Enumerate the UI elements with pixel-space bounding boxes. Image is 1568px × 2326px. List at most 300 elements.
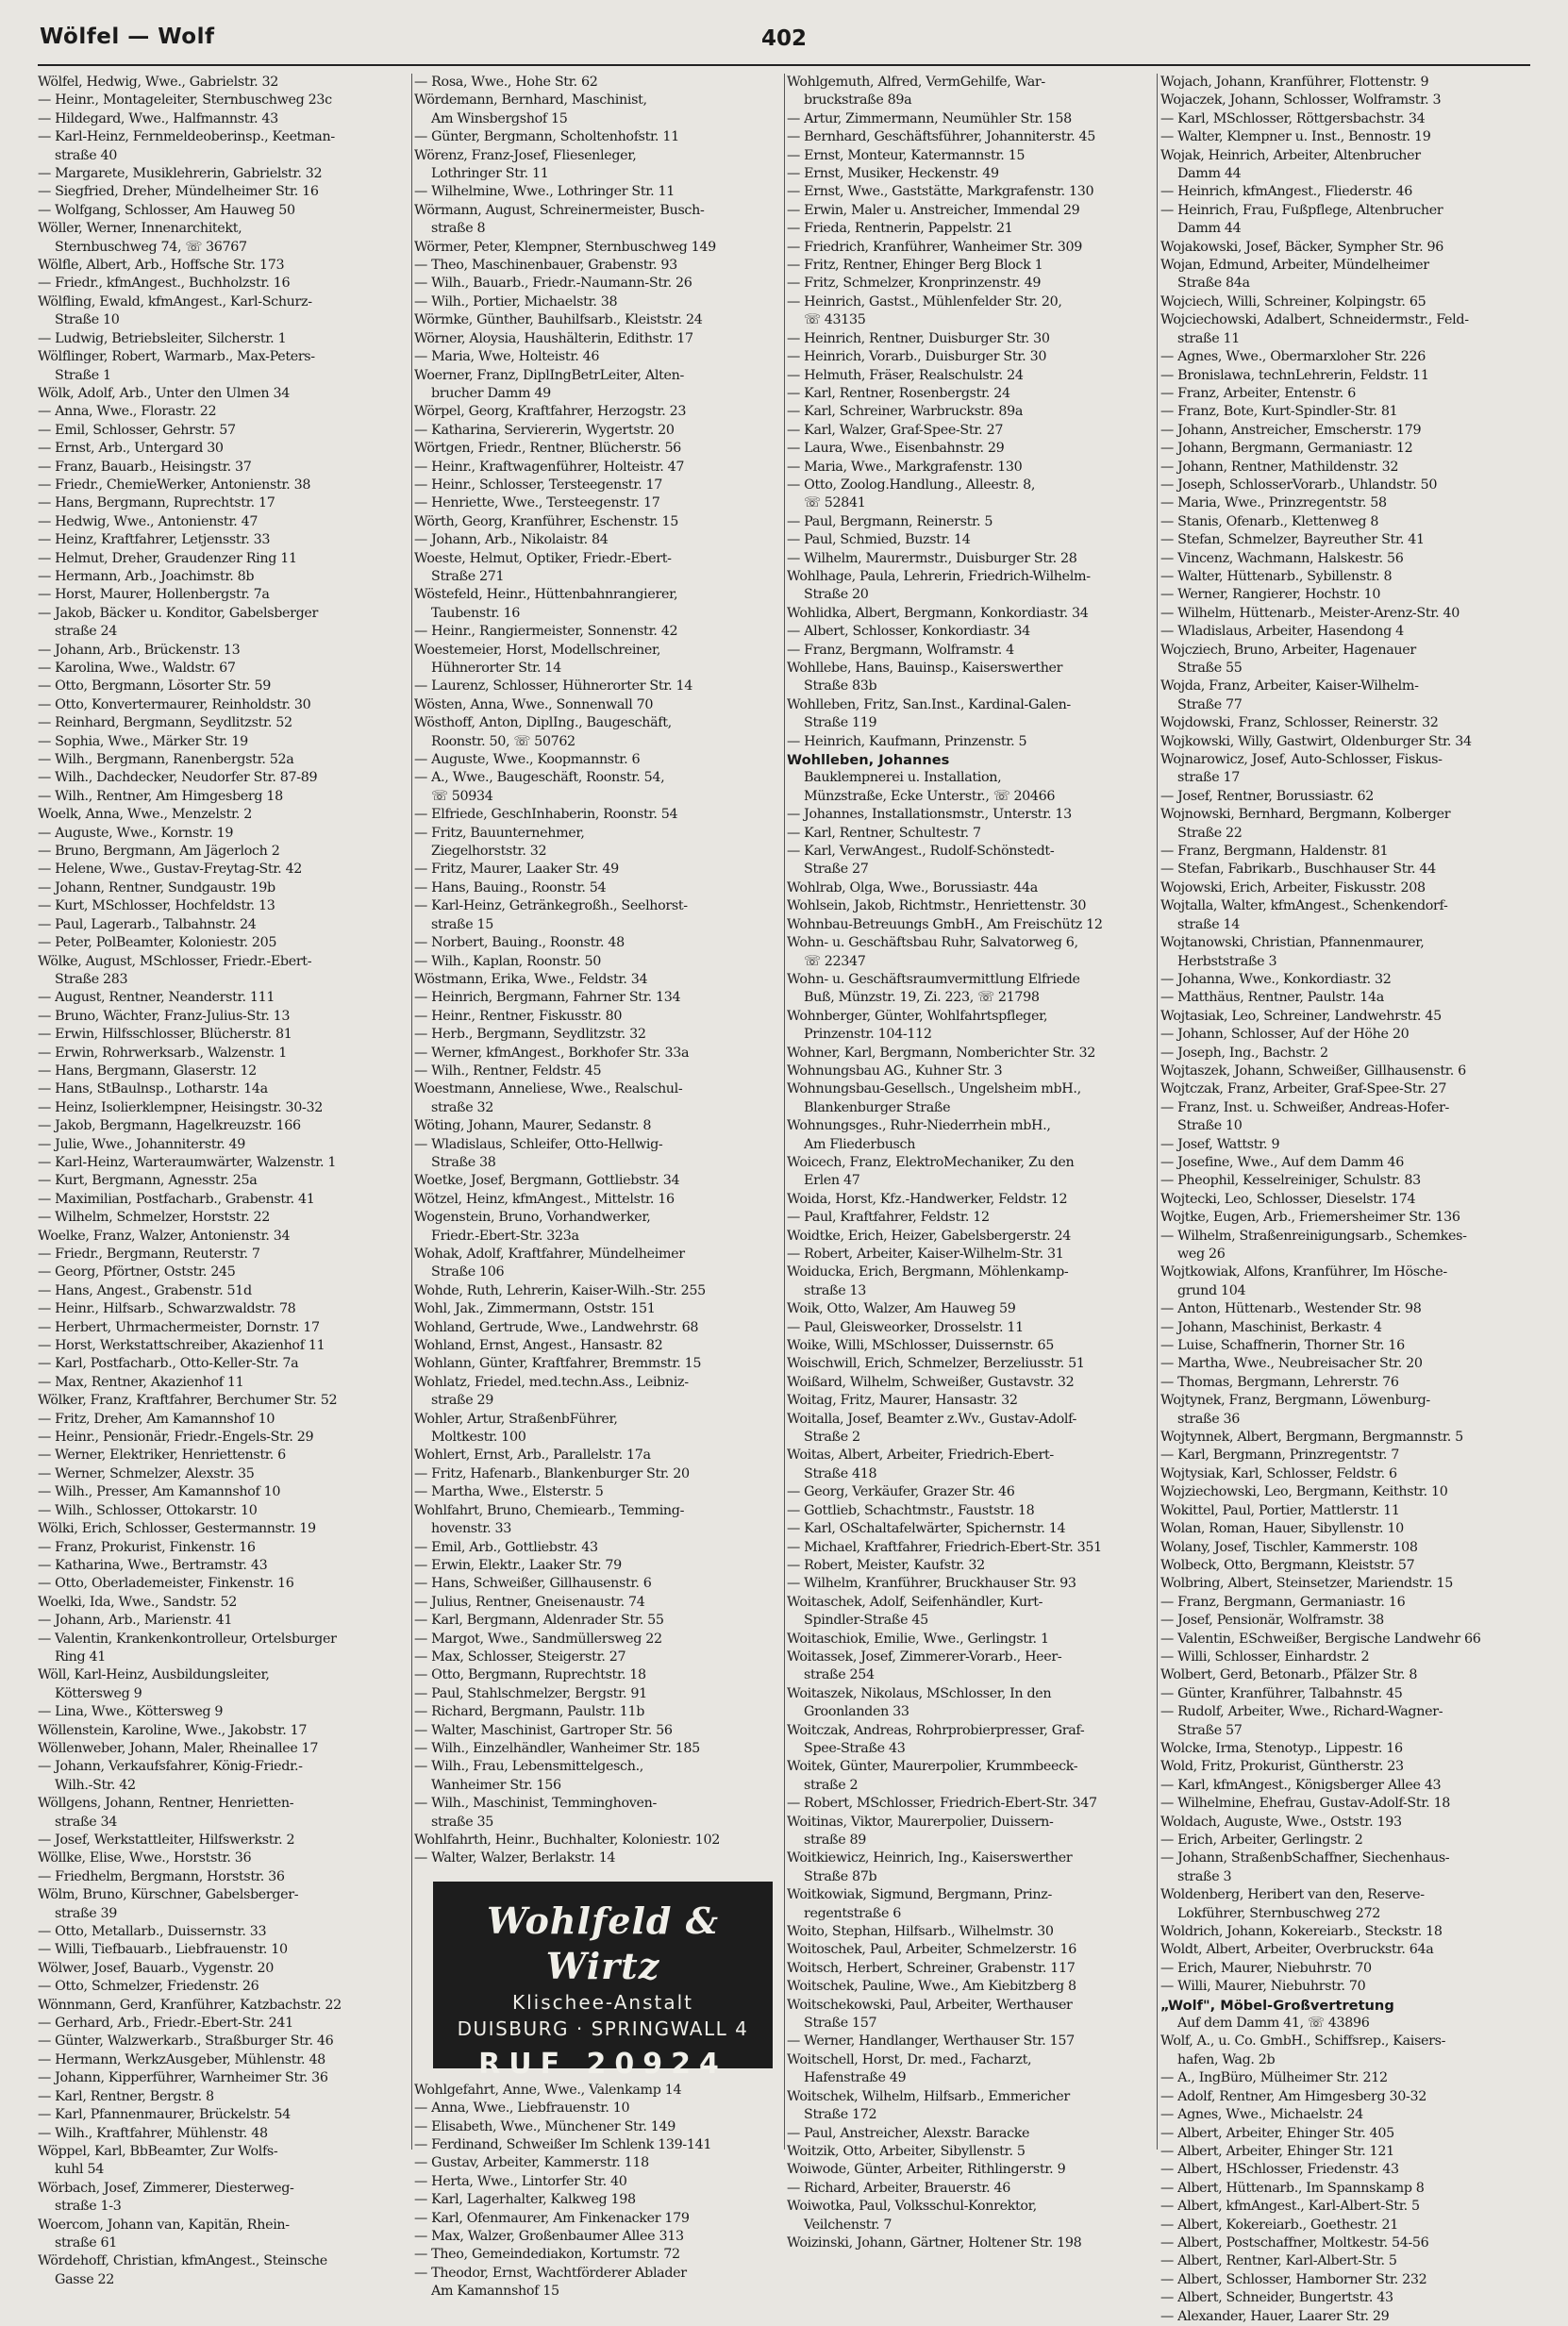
directory-entry: Wohlann, Günter, Kraftfahrer, Bremmstr. 15 [414, 1356, 702, 1372]
directory-entry: — Bruno, Wächter, Franz-Julius-Str. 13 [38, 1008, 291, 1024]
entry-continuation: ☏ 52841 [804, 495, 866, 511]
entry-continuation: straße 13 [804, 1282, 867, 1298]
directory-entry: Wojtasiak, Leo, Schreiner, Landwehrstr. 45 [1160, 1008, 1442, 1024]
column-1 [38, 74, 401, 2287]
directory-entry: — Willi, Schlosser, Einhardstr. 2 [1160, 1648, 1370, 1665]
directory-entry: — Heinr., Pensionär, Friedr.-Engels-Str. 29 [38, 1430, 314, 1446]
directory-entry: — Karl, Bergmann, Aldenrader Str. 55 [414, 1613, 664, 1629]
directory-entry: Woizinski, Johann, Gärtner, Holtener Str. 198 [787, 2234, 1082, 2251]
directory-entry: Wölfling, Ewald, kfmAngest., Karl-Schurz- [38, 293, 312, 310]
entry-continuation: kuhl 54 [55, 2162, 104, 2178]
directory-entry: — Siegfried, Dreher, Mündelheimer Str. 16 [38, 184, 319, 200]
directory-entry: — Franz, Prokurist, Finkenstr. 16 [38, 1539, 256, 1555]
directory-entry: — Albert, Rentner, Karl-Albert-Str. 5 [1160, 2253, 1397, 2269]
directory-entry: — Gerhard, Arb., Friedr.-Ebert-Str. 241 [38, 2016, 293, 2032]
entry-continuation: Straße 84a [1177, 276, 1250, 292]
directory-entry: — Erwin, Maler u. Anstreicher, Immendal 29 [787, 202, 1080, 218]
directory-entry: Wojtaszek, Johann, Schweißer, Gillhausenstr. 6 [1160, 1063, 1466, 1079]
directory-entry: Wörtgen, Friedr., Rentner, Blücherstr. 56 [414, 441, 681, 457]
directory-entry: — Ernst, Monteur, Katermannstr. 15 [787, 147, 1026, 163]
entry-continuation: Wanheimer Str. 156 [431, 1777, 561, 1793]
directory-entry: — Ludwig, Betriebsleiter, Silcherstr. 1 [38, 330, 287, 346]
directory-entry: — Wilh., Maschinist, Temminghoven- [414, 1796, 657, 1812]
directory-entry: Wojtczak, Franz, Arbeiter, Graf-Spee-Str. 27 [1160, 1081, 1447, 1097]
directory-entry: — Paul, Bergmann, Reinerstr. 5 [787, 513, 993, 529]
directory-entry: — Wilh., Schlosser, Ottokarstr. 10 [38, 1502, 258, 1518]
directory-entry: — Emil, Schlosser, Gehrstr. 57 [38, 422, 236, 438]
directory-entry: Wohnungsges., Ruhr-Niederrhein mbH., [787, 1118, 1051, 1134]
directory-entry: — Emil, Arb., Gottliebstr. 43 [414, 1539, 598, 1555]
directory-entry: — Otto, Oberlademeister, Finkenstr. 16 [38, 1576, 294, 1592]
directory-entry: Woelki, Ida, Wwe., Sandstr. 52 [38, 1594, 237, 1610]
directory-entry: — Anna, Wwe., Florastr. 22 [38, 404, 217, 420]
directory-entry: — Laura, Wwe., Eisenbahnstr. 29 [787, 441, 1005, 457]
directory-entry: — Otto, Bergmann, Ruprechtstr. 18 [414, 1667, 646, 1683]
directory-entry: Woiwode, Günter, Arbeiter, Rithlingerstr. 9 [787, 2162, 1066, 2178]
directory-entry: — Fritz, Dreher, Am Kamannshof 10 [38, 1411, 275, 1427]
entry-continuation: Straße 83b [804, 678, 877, 694]
directory-entry: Wojciech, Willi, Schreiner, Kolpingstr. 65 [1160, 293, 1426, 310]
directory-entry: — Walter, Maschinist, Gartroper Str. 56 [414, 1722, 673, 1738]
directory-entry: Wölke, August, MSchlosser, Friedr.-Ebert- [38, 953, 312, 969]
directory-entry: — Heinr., Kraftwagenführer, Holteistr. 47 [414, 459, 685, 475]
entry-continuation: regentstraße 6 [804, 1905, 902, 1921]
entry-continuation: hovenstr. 33 [431, 1521, 511, 1537]
directory-entry: — Johann, Arb., Nikolaistr. 84 [414, 532, 609, 548]
directory-entry: — Theo, Gemeindediakon, Kortumstr. 72 [414, 2247, 680, 2263]
directory-entry: — Paul, Gleisweorker, Drosselstr. 11 [787, 1319, 1024, 1335]
directory-entry: Wohlgemuth, Alfred, VermGehilfe, War- [787, 75, 1045, 90]
column-divider [411, 74, 412, 2150]
directory-entry: — Rosa, Wwe., Hohe Str. 62 [414, 75, 598, 90]
directory-entry: — Heinr., Rentner, Fiskusstr. 80 [414, 1008, 623, 1024]
directory-entry: — Stefan, Fabrikarb., Buschhauser Str. 44 [1160, 862, 1436, 878]
directory-entry: — Wilhelm, Straßenreinigungsarb., Schemkes- [1160, 1228, 1467, 1244]
directory-entry: Wölflinger, Robert, Warmarb., Max-Peters- [38, 349, 315, 365]
column-2 [414, 74, 777, 2300]
directory-entry: — Hermann, Arb., Joachimstr. 8b [38, 568, 255, 584]
directory-entry: — Karl, Rentner, Schultestr. 7 [787, 825, 981, 841]
entry-continuation: Blankenburger Straße [804, 1099, 951, 1115]
directory-entry: — Willi, Tiefbauarb., Liebfrauenstr. 10 [38, 1942, 288, 1958]
directory-entry: Wolbert, Gerd, Betonarb., Pfälzer Str. 8 [1160, 1667, 1418, 1683]
directory-entry: — Josef, Pensionär, Wolframstr. 38 [1160, 1613, 1384, 1629]
directory-entry: — Willi, Maurer, Niebuhrstr. 70 [1160, 1979, 1366, 1995]
directory-entry: Woitschell, Horst, Dr. med., Facharzt, [787, 2051, 1032, 2067]
directory-entry: — Jakob, Bäcker u. Konditor, Gabelsberger [38, 605, 318, 621]
directory-entry: — Erich, Arbeiter, Gerlingstr. 2 [1160, 1832, 1363, 1848]
directory-entry: — Max, Rentner, Akazienhof 11 [38, 1374, 244, 1390]
directory-entry: Wold, Fritz, Prokurist, Güntherstr. 23 [1160, 1759, 1404, 1775]
directory-entry: — Robert, Meister, Kaufstr. 32 [787, 1557, 985, 1573]
directory-entry: Wördehoff, Christian, kfmAngest., Steinsche [38, 2253, 327, 2269]
directory-entry: — Margarete, Musiklehrerin, Gabrielstr. 32 [38, 166, 323, 182]
directory-entry: Wörth, Georg, Kranführer, Eschenstr. 15 [414, 513, 679, 529]
directory-entry: — Günter, Bergmann, Scholtenhofstr. 11 [414, 129, 679, 145]
directory-entry: — Heinr., Hilfsarb., Schwarzwaldstr. 78 [38, 1301, 296, 1317]
entry-continuation: Groonlanden 33 [804, 1704, 909, 1720]
directory-entry: Wokittel, Paul, Portier, Mattlerstr. 11 [1160, 1502, 1400, 1518]
directory-entry: Woeste, Helmut, Optiker, Friedr.-Ebert- [414, 550, 672, 566]
directory-entry: — Franz, Bauarb., Heisingstr. 37 [38, 459, 252, 475]
directory-entry: — Friedrich, Kranführer, Wanheimer Str. 309 [787, 239, 1083, 255]
directory-entry: — Bruno, Bergmann, Am Jägerloch 2 [38, 844, 280, 860]
entry-continuation: Straße 157 [804, 2016, 877, 2032]
entry-continuation: Taubenstr. 16 [431, 605, 521, 621]
directory-entry: — Albert, Schneider, Bungertstr. 43 [1160, 2290, 1393, 2306]
directory-entry: — Heinz, Isolierklempner, Heisingstr. 30-32 [38, 1099, 324, 1115]
directory-entry: — Albert, Arbeiter, Ehinger Str. 121 [1160, 2143, 1394, 2159]
directory-entry: — Paul, Stahlschmelzer, Bergstr. 91 [414, 1685, 647, 1701]
directory-entry: — Valentin, ESchweißer, Bergische Landwehr 66 [1160, 1631, 1481, 1647]
directory-entry: — Wilh., Bauarb., Friedr.-Naumann-Str. 26 [414, 276, 692, 292]
directory-entry: — Herta, Wwe., Lintorfer Str. 40 [414, 2173, 627, 2189]
directory-entry: — Fritz, Bauunternehmer, [414, 825, 585, 841]
directory-entry: — Johanna, Wwe., Konkordiastr. 32 [1160, 971, 1392, 987]
directory-entry: — Agnes, Wwe., Michaelstr. 24 [1160, 2107, 1363, 2123]
directory-entry: — Erwin, Rohrwerksarb., Walzenstr. 1 [38, 1045, 287, 1061]
entry-continuation: Straße 57 [1177, 1722, 1243, 1738]
directory-entry: Wolbeck, Otto, Bergmann, Kleiststr. 57 [1160, 1557, 1415, 1573]
directory-entry: — Luise, Schaffnerin, Thorner Str. 16 [1160, 1338, 1405, 1354]
entry-continuation: Sternbuschweg 74, ☏ 36767 [55, 239, 247, 255]
directory-entry: — Otto, Bergmann, Lösorter Str. 59 [38, 678, 271, 694]
directory-entry: Wohlleben, Fritz, San.Inst., Kardinal-Galen- [787, 696, 1071, 712]
entry-continuation: Straße 55 [1177, 661, 1243, 676]
directory-entry: — Wilhelm, Hüttenarb., Meister-Arenz-Str. 40 [1160, 605, 1460, 621]
entry-continuation: Damm 44 [1177, 221, 1242, 237]
directory-entry: Woldrich, Johann, Kokereiarb., Steckstr. 18 [1160, 1924, 1443, 1940]
directory-entry: Wörmann, August, Schreinermeister, Busch- [414, 202, 705, 218]
directory-entry: — Hildegard, Wwe., Halfmannstr. 43 [38, 110, 278, 126]
directory-entry: Wöll, Karl-Heinz, Ausbildungsleiter, [38, 1667, 270, 1683]
directory-entry: — Friedr., ChemieWerker, Antonienstr. 38 [38, 477, 311, 493]
entry-continuation: Wilh.-Str. 42 [55, 1777, 136, 1793]
directory-entry: — Horst, Werkstattschreiber, Akazienhof 11 [38, 1338, 325, 1354]
directory-entry: — Erich, Maurer, Niebuhrstr. 70 [1160, 1960, 1372, 1976]
directory-entry: — Wladislaus, Schleifer, Otto-Hellwig- [414, 1136, 663, 1152]
directory-entry: — Heinrich, Frau, Fußpflege, Altenbrucher [1160, 202, 1443, 218]
directory-entry: Wölfle, Albert, Arb., Hoffsche Str. 173 [38, 258, 285, 274]
entry-continuation: straße 8 [431, 221, 486, 237]
entry-continuation: Münzstraße, Ecke Unterstr., ☏ 20466 [804, 788, 1056, 804]
directory-entry: Woitschek, Wilhelm, Hilfsarb., Emmericher [787, 2088, 1070, 2104]
directory-entry: Wohnungsbau AG., Kuhner Str. 3 [787, 1063, 1003, 1079]
directory-entry: Wojak, Heinrich, Arbeiter, Altenbrucher [1160, 147, 1421, 163]
directory-entry: — A., IngBüro, Mülheimer Str. 212 [1160, 2070, 1388, 2086]
directory-entry: — Auguste, Wwe., Koopmannstr. 6 [414, 752, 641, 768]
directory-entry: — Werner, Elektriker, Henriettenstr. 6 [38, 1447, 286, 1464]
directory-entry: — Alexander, Hauer, Laarer Str. 29 [1160, 2308, 1390, 2324]
directory-entry: — Martha, Wwe., Elsterstr. 5 [414, 1484, 604, 1500]
directory-entry: — Theodor, Ernst, Wachtförderer Ablader [414, 2265, 687, 2281]
directory-entry: Woitalla, Josef, Beamter z.Wv., Gustav-Adolf- [787, 1411, 1077, 1427]
directory-entry: — Kurt, MSchlosser, Hochfeldstr. 13 [38, 898, 275, 914]
ad-company-name: Wohlfeld & Wirtz [486, 1899, 720, 1987]
directory-entry: — Kurt, Bergmann, Agnesstr. 25a [38, 1173, 258, 1189]
ad-phone: RUF 20924 [478, 2047, 727, 2081]
directory-entry: Woischwill, Erich, Schmelzer, Berzeliusstr. 51 [787, 1356, 1085, 1372]
directory-entry: Wölki, Erich, Schlosser, Gestermannstr. 19 [38, 1521, 316, 1537]
directory-entry: Wojtkowiak, Alfons, Kranführer, Im Hösche- [1160, 1264, 1447, 1280]
directory-entry: Wojakowski, Josef, Bäcker, Sympher Str. 96 [1160, 239, 1443, 255]
page-number: 402 [760, 26, 807, 51]
directory-entry: — Agnes, Wwe., Obermarxloher Str. 226 [1160, 349, 1426, 365]
directory-entry: — Otto, Zoolog.Handlung., Alleestr. 8, [787, 477, 1036, 493]
directory-entry: — Georg, Pförtner, Oststr. 245 [38, 1264, 236, 1280]
directory-entry: — Werner, Handlanger, Werthauser Str. 157 [787, 2033, 1075, 2050]
entry-continuation: Köttersweg 9 [55, 1685, 142, 1701]
entry-continuation: Gasse 22 [55, 2271, 115, 2287]
directory-entry: — Heinrich, Kaufmann, Prinzenstr. 5 [787, 733, 1027, 749]
directory-entry: — Karl, kfmAngest., Königsberger Allee 43 [1160, 1777, 1442, 1793]
directory-entry: — Maria, Wwe., Prinzregentstr. 58 [1160, 495, 1387, 511]
directory-entry: Wöstmann, Erika, Wwe., Feldstr. 34 [414, 971, 648, 987]
entry-continuation: Am Fliederbusch [804, 1136, 916, 1152]
directory-entry: Wöller, Werner, Innenarchitekt, [38, 221, 242, 237]
directory-entry: — Walter, Hüttenarb., Sybillenstr. 8 [1160, 568, 1393, 584]
directory-entry: — Walter, Klempner u. Inst., Bennostr. 19 [1160, 129, 1431, 145]
entry-continuation: weg 26 [1177, 1247, 1226, 1262]
column-divider [784, 74, 785, 2150]
directory-entry: — Heinrich, Gastst., Mühlenfelder Str. 20, [787, 293, 1062, 310]
directory-entry: — Franz, Bergmann, Germaniastr. 16 [1160, 1594, 1406, 1610]
directory-entry: Wojach, Johann, Kranführer, Flottenstr. 9 [1160, 75, 1429, 90]
directory-entry: Woitkowiak, Sigmund, Bergmann, Prinz- [787, 1887, 1052, 1903]
directory-entry: — Johann, Rentner, Mathildenstr. 32 [1160, 459, 1399, 475]
directory-entry: — Heinr., Rangiermeister, Sonnenstr. 42 [414, 624, 678, 640]
directory-entry: Wöting, Johann, Maurer, Sedanstr. 8 [414, 1118, 652, 1134]
directory-entry: Wolany, Josef, Tischler, Kammerstr. 108 [1160, 1539, 1418, 1555]
directory-entry: — Johann, Bergmann, Germaniastr. 12 [1160, 441, 1413, 457]
entry-continuation: straße 36 [1177, 1411, 1241, 1427]
directory-entry: — Wilh., Portier, Michaelstr. 38 [414, 293, 618, 310]
directory-entry: — Werner, kfmAngest., Borkhofer Str. 33a [414, 1045, 690, 1061]
directory-entry: — Heinrich, Bergmann, Fahrner Str. 134 [414, 990, 681, 1006]
directory-entry: Woitschekowski, Paul, Arbeiter, Werthauser [787, 1997, 1073, 2013]
entry-continuation: Straße 87b [804, 1868, 877, 1884]
directory-entry: Woelke, Franz, Walzer, Antonienstr. 34 [38, 1228, 291, 1244]
directory-entry: — Wilh., Bergmann, Ranenbergstr. 52a [38, 752, 294, 768]
directory-entry: Woitag, Fritz, Maurer, Hansastr. 32 [787, 1393, 1018, 1409]
directory-entry: Wöllenstein, Karoline, Wwe., Jakobstr. 17 [38, 1722, 308, 1738]
entry-continuation: straße 32 [431, 1099, 494, 1115]
directory-entry: — Gustav, Arbeiter, Kammerstr. 118 [414, 2155, 649, 2171]
directory-entry: — Hermann, WerkzAusgeber, Mühlenstr. 48 [38, 2051, 325, 2067]
directory-entry: — Karl, Ofenmaurer, Am Finkenacker 179 [414, 2210, 690, 2226]
directory-entry: — Heinrich, kfmAngest., Fliederstr. 46 [1160, 184, 1412, 200]
directory-entry: — Helmut, Dreher, Graudenzer Ring 11 [38, 550, 297, 566]
directory-entry: — Hedwig, Wwe., Antonienstr. 47 [38, 513, 259, 529]
entry-continuation: straße 40 [55, 147, 118, 163]
directory-entry: — Erwin, Hilfsschlosser, Blücherstr. 81 [38, 1027, 292, 1043]
entry-continuation: Hühnerorter Str. 14 [431, 661, 561, 676]
directory-entry: — Paul, Kraftfahrer, Feldstr. 12 [787, 1210, 990, 1226]
directory-entry: — Paul, Anstreicher, Alexstr. Baracke [787, 2125, 1030, 2141]
directory-entry: — Albert, Schlosser, Hamborner Str. 232 [1160, 2271, 1427, 2287]
entry-continuation: Am Kamannshof 15 [431, 2284, 559, 2300]
directory-entry: — Fritz, Hafenarb., Blankenburger Str. 20 [414, 1465, 690, 1481]
directory-entry: — Johann, Schlosser, Auf der Höhe 20 [1160, 1027, 1410, 1043]
directory-entry: — Fritz, Schmelzer, Kronprinzenstr. 49 [787, 276, 1042, 292]
directory-entry: Wörner, Aloysia, Haushälterin, Edithstr. 17 [414, 330, 693, 346]
directory-entry: — Wilh., Rentner, Feldstr. 45 [414, 1063, 602, 1079]
directory-entry: — Joseph, Ing., Bachstr. 2 [1160, 1045, 1328, 1061]
directory-page [38, 21, 1530, 2324]
directory-entry: — Theo, Maschinenbauer, Grabenstr. 93 [414, 258, 677, 274]
directory-entry: Wojan, Edmund, Arbeiter, Mündelheimer [1160, 258, 1429, 274]
directory-entry: — August, Rentner, Neanderstr. 111 [38, 990, 275, 1006]
entry-continuation: straße 39 [55, 1905, 118, 1921]
directory-entry: Wörpel, Georg, Kraftfahrer, Herzogstr. 23 [414, 404, 687, 420]
directory-entry: — Georg, Verkäufer, Grazer Str. 46 [787, 1484, 1015, 1500]
entry-continuation: Spindler-Straße 45 [804, 1613, 928, 1629]
directory-entry: Wörmer, Peter, Klempner, Sternbuschweg 149 [414, 239, 716, 255]
directory-entry: — Katharina, Wwe., Bertramstr. 43 [38, 1557, 268, 1573]
directory-entry: — Richard, Arbeiter, Brauerstr. 46 [787, 2180, 1010, 2196]
entry-continuation: Straße 22 [1177, 825, 1243, 841]
directory-entry: Wötzel, Heinz, kfmAngest., Mittelstr. 16 [414, 1191, 675, 1207]
entry-continuation: Erlen 47 [804, 1173, 860, 1189]
directory-entry: — Michael, Kraftfahrer, Friedrich-Ebert-Str. 351 [787, 1539, 1102, 1555]
directory-entry: — Karl, Rentner, Bergstr. 8 [38, 2088, 214, 2104]
entry-continuation: straße 17 [1177, 770, 1241, 786]
directory-entry: — Julius, Rentner, Gneisenaustr. 74 [414, 1594, 645, 1610]
directory-entry: Wogenstein, Bruno, Vorhandwerker, [414, 1210, 651, 1226]
directory-entry: Wöllenweber, Johann, Maler, Rheinallee 17 [38, 1740, 319, 1756]
directory-entry: — Wilh., Dachdecker, Neudorfer Str. 87-89 [38, 770, 318, 786]
directory-entry: — Max, Walzer, Großenbaumer Allee 313 [414, 2229, 684, 2245]
directory-entry: Wohnbau-Betreuungs GmbH., Am Freischütz 12 [787, 916, 1103, 932]
directory-entry: — Gottlieb, Schachtmstr., Fauststr. 18 [787, 1502, 1035, 1518]
directory-entry: — Franz, Bote, Kurt-Spindler-Str. 81 [1160, 404, 1398, 420]
entry-continuation: Auf dem Damm 41, ☏ 43896 [1177, 2016, 1370, 2032]
directory-entry: — Günter, Kranführer, Talbahnstr. 45 [1160, 1685, 1403, 1701]
directory-entry: — Karl, Pfannenmaurer, Brückelstr. 54 [38, 2107, 291, 2123]
directory-entry: Woitoschek, Paul, Arbeiter, Schmelzerstr. 16 [787, 1942, 1076, 1958]
ad-subtitle: Klischee-Anstalt [512, 1990, 693, 2014]
directory-entry: Wohlert, Ernst, Arb., Parallelstr. 17a [414, 1447, 651, 1464]
directory-entry: Wojciechowski, Adalbert, Schneidermstr., Feld- [1160, 312, 1469, 328]
entry-continuation: Lothringer Str. 11 [431, 166, 549, 182]
directory-entry: Wölk, Adolf, Arb., Unter den Ulmen 34 [38, 385, 290, 401]
directory-entry: — Wilh., Kraftfahrer, Mühlenstr. 48 [38, 2125, 268, 2141]
directory-entry: Wohl, Jak., Zimmermann, Oststr. 151 [414, 1301, 656, 1317]
entry-continuation: Straße 119 [804, 715, 877, 731]
directory-entry: — Karl, OSchaltafelwärter, Spichernstr. 14 [787, 1521, 1066, 1537]
directory-entry: — Rudolf, Arbeiter, Wwe., Richard-Wagner- [1160, 1704, 1443, 1720]
column-4 [1160, 74, 1524, 2324]
directory-entry: Wohak, Adolf, Kraftfahrer, Mündelheimer [414, 1247, 685, 1262]
directory-entry: Wolf, A., u. Co. GmbH., Schiffsrep., Kaisers- [1160, 2033, 1446, 2050]
directory-entry: — Richard, Bergmann, Paulstr. 11b [414, 1704, 645, 1720]
entry-continuation: straße 11 [1177, 330, 1241, 346]
directory-entry: Wojziechowski, Leo, Bergmann, Keithstr. 10 [1160, 1484, 1448, 1500]
directory-entry: — Hans, Bauing., Roonstr. 54 [414, 879, 607, 895]
entry-continuation: Straße 1 [55, 367, 111, 383]
directory-entry: — Robert, Arbeiter, Kaiser-Wilhelm-Str. 31 [787, 1247, 1064, 1262]
directory-entry: — Paul, Lagerarb., Talbahnstr. 24 [38, 916, 257, 932]
directory-entry: Wölker, Franz, Kraftfahrer, Berchumer Str. 52 [38, 1393, 338, 1409]
directory-entry: — Albert, Arbeiter, Ehinger Str. 405 [1160, 2125, 1394, 2141]
entry-continuation: straße 15 [431, 916, 494, 932]
directory-entry: — Josef, Wattstr. 9 [1160, 1136, 1280, 1152]
directory-entry: Woitaschiok, Emilie, Wwe., Gerlingstr. 1 [787, 1631, 1049, 1647]
directory-entry: Woitsch, Herbert, Schreiner, Grabenstr. 117 [787, 1960, 1076, 1976]
directory-entry: — Heinr., Schlosser, Tersteegenstr. 17 [414, 477, 662, 493]
directory-entry: Woito, Stephan, Hilfsarb., Wilhelmstr. 30 [787, 1924, 1054, 1940]
entry-continuation: straße 3 [1177, 1868, 1232, 1884]
directory-entry: Wohler, Artur, StraßenbFührer, [414, 1411, 618, 1427]
directory-entry: Wösten, Anna, Wwe., Sonnenwall 70 [414, 696, 654, 712]
directory-entry: — Johann, Kipperführer, Warnheimer Str. 36 [38, 2070, 328, 2086]
entry-continuation: Straße 418 [804, 1465, 877, 1481]
directory-entry: — Karl, Bergmann, Prinzregentstr. 7 [1160, 1447, 1399, 1464]
directory-entry: Wörenz, Franz-Josef, Fliesenleger, [414, 147, 637, 163]
directory-entry: — Johann, Rentner, Sundgaustr. 19b [38, 879, 275, 895]
directory-entry: Woldenberg, Heribert van den, Reserve- [1160, 1887, 1425, 1903]
directory-entry: — Max, Schlosser, Steigerstr. 27 [414, 1648, 626, 1665]
directory-entry: — Albert, Postschaffner, Moltkestr. 54-56 [1160, 2234, 1429, 2251]
entry-continuation: Moltkestr. 100 [431, 1430, 526, 1446]
entry-continuation: brucher Damm 49 [431, 385, 551, 401]
entry-continuation: straße 1-3 [55, 2199, 122, 2215]
directory-entry: — Albert, kfmAngest., Karl-Albert-Str. 5 [1160, 2199, 1420, 2215]
directory-entry: — Johann, Verkaufsfahrer, König-Friedr.- [38, 1759, 303, 1775]
directory-entry: — Johann, StraßenbSchaffner, Siechenhaus- [1160, 1850, 1450, 1866]
directory-entry: Wohlleben, Johannes [787, 752, 950, 769]
directory-entry: Wojdowski, Franz, Schlosser, Reinerstr. 32 [1160, 715, 1439, 731]
directory-entry: — Wladislaus, Arbeiter, Hasendong 4 [1160, 624, 1404, 640]
directory-entry: — Anna, Wwe., Liebfrauenstr. 10 [414, 2100, 630, 2117]
directory-entry: Wölwer, Josef, Bauarb., Vygenstr. 20 [38, 1960, 275, 1976]
directory-entry: Woiwotka, Paul, Volksschul-Konrektor, [787, 2199, 1037, 2215]
directory-entry: — Friedhelm, Bergmann, Horststr. 36 [38, 1868, 285, 1884]
ad-address: DUISBURG · SPRINGWALL 4 [457, 2016, 749, 2040]
directory-entry: — Franz, Bergmann, Wolframstr. 4 [787, 642, 1014, 658]
entry-continuation: Straße 106 [431, 1264, 505, 1280]
directory-entry: — Johann, Maschinist, Berkastr. 4 [1160, 1319, 1382, 1335]
directory-entry: — Artur, Zimmermann, Neumühler Str. 158 [787, 110, 1072, 126]
directory-entry: — Albert, Schlosser, Konkordiastr. 34 [787, 624, 1030, 640]
directory-entry: Wojowski, Erich, Arbeiter, Fiskusstr. 208 [1160, 879, 1426, 895]
directory-entry: Woitczak, Andreas, Rohrprobierpresser, Graf- [787, 1722, 1085, 1738]
entry-continuation: Damm 44 [1177, 166, 1242, 182]
entry-continuation: Straße 77 [1177, 696, 1243, 712]
directory-entry: — Horst, Maurer, Hollenbergstr. 7a [38, 587, 270, 603]
directory-entry: — Auguste, Wwe., Kornstr. 19 [38, 825, 234, 841]
directory-entry: — Wilhelm, Kranführer, Bruckhauser Str. 93 [787, 1576, 1076, 1592]
directory-entry: Wojtke, Eugen, Arb., Friemersheimer Str. 136 [1160, 1210, 1460, 1226]
directory-entry: — Elisabeth, Wwe., Münchener Str. 149 [414, 2118, 676, 2134]
directory-entry: — Laurenz, Schlosser, Hühnerorter Str. 14 [414, 678, 693, 694]
directory-entry: Wolan, Roman, Hauer, Sibyllenstr. 10 [1160, 1521, 1404, 1537]
directory-entry: — Hans, Bergmann, Glaserstr. 12 [38, 1063, 257, 1079]
directory-entry: — Wilhelmine, Ehefrau, Gustav-Adolf-Str. 18 [1160, 1796, 1451, 1812]
entry-columns [38, 74, 1530, 2324]
directory-entry: — Wilhelm, Maurermstr., Duisburger Str. 28 [787, 550, 1077, 566]
directory-entry: — Lina, Wwe., Köttersweg 9 [38, 1704, 224, 1720]
directory-entry: Wohlidka, Albert, Bergmann, Konkordiastr. 34 [787, 605, 1089, 621]
directory-entry: Wojtysiak, Karl, Schlosser, Feldstr. 6 [1160, 1465, 1397, 1481]
directory-entry: Wölm, Bruno, Kürschner, Gabelsberger- [38, 1887, 299, 1903]
entry-continuation: Prinzenstr. 104-112 [804, 1027, 932, 1043]
directory-entry: Wohland, Gertrude, Wwe., Landwehrstr. 68 [414, 1319, 699, 1335]
entry-continuation: Buß, Münzstr. 19, Zi. 223, ☏ 21798 [804, 990, 1040, 1006]
directory-entry: — Karl-Heinz, Getränkegroßh., Seelhorst- [414, 898, 688, 914]
entry-continuation: straße 24 [55, 624, 118, 640]
directory-entry: — Helene, Wwe., Gustav-Freytag-Str. 42 [38, 862, 303, 878]
